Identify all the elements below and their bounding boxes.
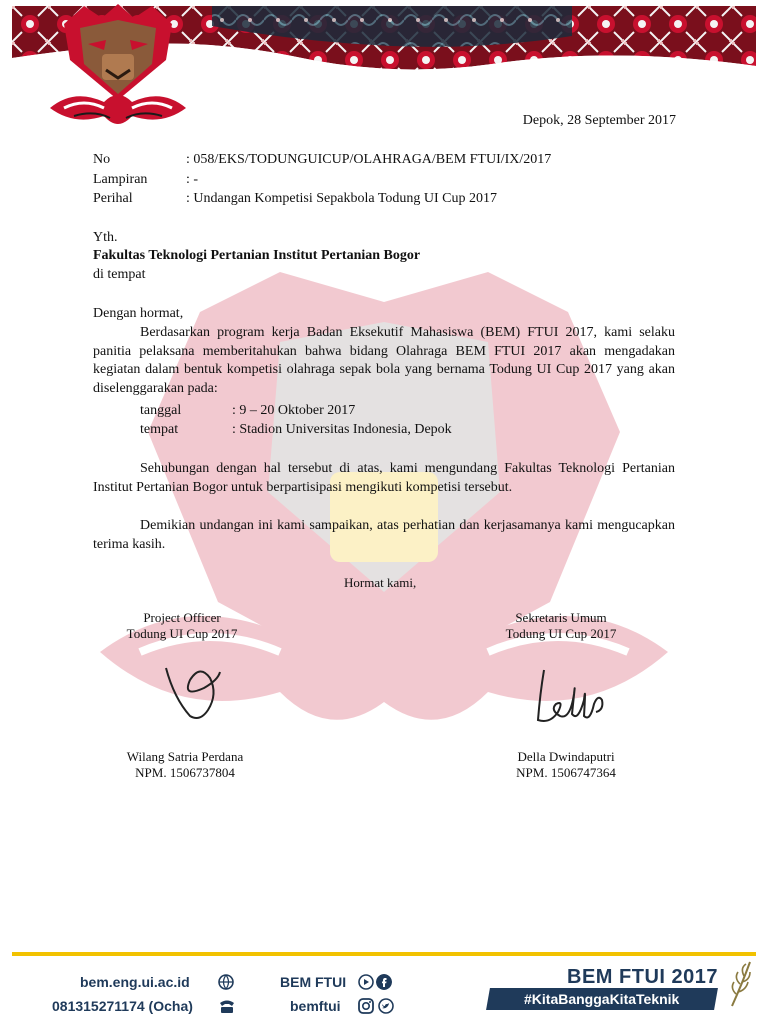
- recipient-greeting: Yth.: [93, 230, 118, 245]
- signatory-right-title: [461, 610, 661, 642]
- meta-value-number: : 058/EKS/TODUNGUICUP/OLAHRAGA/BEM FTUI/IX/2017: [186, 152, 552, 167]
- meta-label-number: No: [93, 152, 111, 167]
- signatory-left-event: Todung UI Cup 2017: [126, 626, 238, 641]
- detail-label-date: tanggal: [140, 403, 182, 418]
- signatory-left-title: [82, 610, 282, 642]
- body-paragraph-1: Berdasarkan program kerja Badan Eksekutif Mahasiswa (BEM) FTUI 2017, kami selaku panitia pelaksana memberitahukan bahwa bidang Olahraga BEM FTUI 2017 akan mengadakan kegiatan dalam bentuk kompetisi olahraga sepak bola yang bernama Todung UI Cup 2017 yang akan diselenggarakan pada:: [93, 325, 675, 396]
- signatory-left-role: Project Officer: [143, 610, 221, 625]
- footer-accent-line: [12, 952, 756, 956]
- signatory-right-npm: NPM. 1506747364: [516, 765, 616, 780]
- salutation: Dengan hormat,: [93, 306, 184, 321]
- meta-value-attachment: : -: [186, 172, 199, 187]
- letter-date: Depok, 28 September 2017: [522, 113, 676, 128]
- signatory-left-name: Wilang Satria Perdana: [126, 749, 244, 764]
- signature-right: [530, 664, 610, 728]
- facebook-icon: [376, 974, 392, 990]
- brand-hashtag: [486, 988, 718, 1010]
- signature-left: [160, 658, 226, 724]
- signatory-right-event: Todung UI Cup 2017: [505, 626, 617, 641]
- recipient-place: di tempat: [93, 267, 146, 282]
- meta-label-subject: Perihal: [93, 191, 133, 206]
- brand-title: BEM FTUI 2017: [567, 966, 718, 988]
- signatory-left-npm: NPM. 1506737804: [135, 765, 235, 780]
- footer-social-name: BEM FTUI: [280, 974, 347, 990]
- play-icon: [358, 974, 374, 990]
- signatory-right-role: Sekretaris Umum: [515, 610, 607, 625]
- footer-phone: 081315271174 (Ocha): [52, 998, 193, 1014]
- brand-hashtag-text: #KitaBanggaKitaTeknik: [524, 991, 680, 1007]
- signatory-right-name: Della Dwindaputri: [517, 749, 615, 764]
- closing-phrase: Hormat kami,: [344, 575, 417, 590]
- globe-icon: [218, 974, 234, 990]
- signatory-left-identity: [85, 749, 285, 781]
- signatory-right-identity: [466, 749, 666, 781]
- footer-social-handle: bemftui: [290, 998, 341, 1014]
- twitter-icon: [378, 998, 394, 1014]
- phone-icon: [218, 998, 236, 1014]
- detail-label-venue: tempat: [140, 422, 179, 437]
- meta-value-subject: : Undangan Kompetisi Sepakbola Todung UI Cup 2017: [186, 191, 498, 206]
- recipient-name: Fakultas Teknologi Pertanian Institut Pertanian Bogor: [93, 248, 421, 263]
- footer: [12, 952, 756, 1024]
- brand-box: [482, 958, 718, 1010]
- detail-value-date: : 9 – 20 Oktober 2017: [232, 403, 356, 418]
- detail-value-venue: : Stadion Universitas Indonesia, Depok: [232, 422, 452, 437]
- wheat-leaf-icon: [728, 958, 754, 1008]
- meta-label-attachment: Lampiran: [93, 172, 148, 187]
- body-paragraph-2: Sehubungan dengan hal tersebut di atas, kami mengundang Fakultas Teknologi Pertanian Institut Pertanian Bogor untuk berpartisipasi mengikuti kompetisi tersebut.: [93, 461, 675, 495]
- body-paragraph-3: Demikian undangan ini kami sampaikan, atas perhatian dan kerjasamanya kami mengucapkan terima kasih.: [93, 518, 675, 552]
- instagram-icon: [358, 998, 374, 1014]
- lion-logo: [44, 4, 192, 138]
- footer-website: bem.eng.ui.ac.id: [80, 974, 190, 990]
